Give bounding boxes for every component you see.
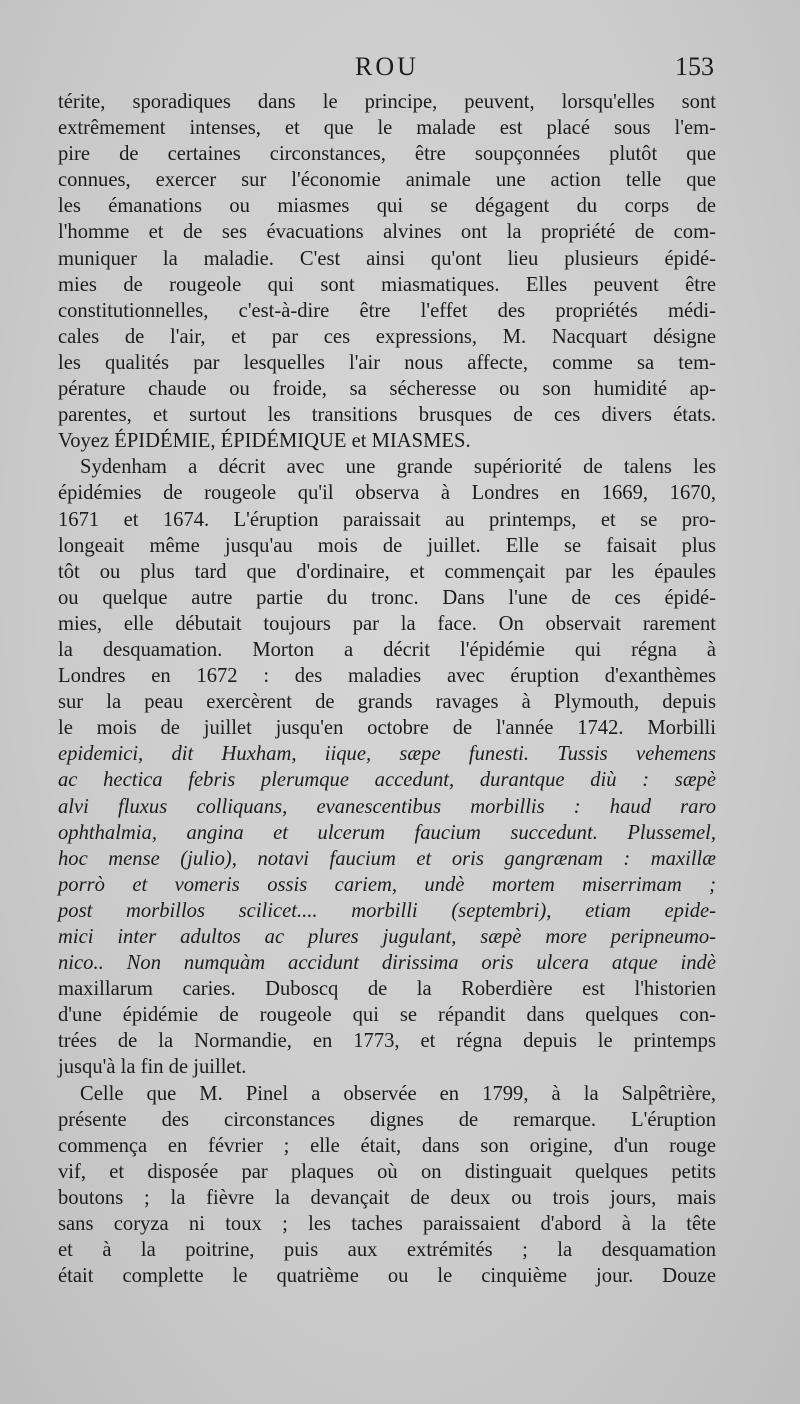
- text-line: et à la poitrine, puis aux extrémités ; la desquamation: [58, 1239, 716, 1262]
- text-line: les émanations ou miasmes qui se dégagent du corps de: [58, 195, 716, 218]
- text-line: épidémies de rougeole qu'il observa à Londres en 1669, 1670,: [58, 482, 716, 505]
- page-header: [60, 52, 714, 92]
- text-line: maxillarum caries. Duboscq de la Roberdière est l'historien: [58, 978, 716, 1001]
- text-line: epidemici, dit Huxham, iique, sæpe funesti. Tussis vehemens: [58, 743, 716, 766]
- text-line: Sydenham a décrit avec une grande supériorité de talens les: [80, 456, 716, 479]
- page-number: 153: [675, 52, 714, 81]
- text-line: constitutionnelles, c'est-à-dire être l'effet des propriétés médi-: [58, 299, 716, 322]
- body-text: [58, 89, 716, 1289]
- text-line: post morbillos scilicet.... morbilli (septembri), etiam epide-: [58, 899, 716, 922]
- text-line: vif, et disposée par plaques où on distinguait quelques petits: [58, 1160, 716, 1183]
- text-line: ou quelque autre partie du tronc. Dans l'une de ces épidé-: [58, 586, 716, 609]
- text-line: térite, sporadiques dans le principe, peuvent, lorsqu'elles sont: [58, 91, 716, 113]
- text-line: mici inter adultos ac plures jugulant, sæpè more peripneumo-: [58, 926, 716, 948]
- text-line: Voyez ÉPIDÉMIE, ÉPIDÉMIQUE et MIASMES.: [58, 430, 471, 453]
- text-line: ac hectica febris plerumque accedunt, durantque diù : sæpè: [58, 769, 716, 792]
- text-line: parentes, et surtout les transitions brusques de ces divers états.: [58, 404, 716, 427]
- text-line: extrêmement intenses, et que le malade est placé sous l'em-: [58, 117, 716, 140]
- text-line: mies de rougeole qui sont miasmatiques. Elles peuvent être: [58, 273, 716, 296]
- text-line: ophthalmia, angina et ulcerum faucium succedunt. Plussemel,: [58, 821, 716, 844]
- text-line: boutons ; la fièvre la devançait de deux ou trois jours, mais: [58, 1186, 716, 1209]
- text-line: le mois de juillet jusqu'en octobre de l'année 1742. Morbilli: [58, 717, 716, 740]
- text-line: mies, elle débutait toujours par la face. On observait rarement: [58, 612, 716, 635]
- text-line: pérature chaude ou froide, sa sécheresse ou son humidité ap-: [58, 378, 716, 401]
- text-line: longeait même jusqu'au mois de juillet. Elle se faisait plus: [58, 534, 716, 557]
- text-line: trées de la Normandie, en 1773, et régna depuis le printemps: [58, 1030, 716, 1053]
- text-line: tôt ou plus tard que d'ordinaire, et commençait par les épaules: [58, 560, 716, 583]
- text-line: les qualités par lesquelles l'air nous affecte, comme sa tem-: [58, 351, 716, 374]
- text-line: d'une épidémie de rougeole qui se répandit dans quelques con-: [58, 1004, 716, 1027]
- text-line: jusqu'à la fin de juillet.: [58, 1056, 247, 1079]
- text-line: muniquer la maladie. C'est ainsi qu'ont lieu plusieurs épidé-: [58, 247, 716, 270]
- running-head: ROU: [355, 52, 419, 81]
- text-line: sans coryza ni toux ; les taches paraissaient d'abord à la tête: [58, 1213, 716, 1236]
- text-line: connues, exercer sur l'économie animale une action telle que: [58, 169, 716, 192]
- text-line: commença en février ; elle était, dans son origine, d'un rouge: [58, 1134, 716, 1157]
- text-line: présente des circonstances dignes de remarque. L'éruption: [58, 1108, 716, 1131]
- text-line: nico.. Non numquàm accidunt dirissima oris ulcera atque indè: [58, 952, 716, 975]
- text-line: pire de certaines circonstances, être soupçonnées plutôt que: [58, 143, 716, 166]
- text-line: sur la peau exercèrent de grands ravages à Plymouth, depuis: [58, 691, 716, 714]
- text-line: alvi fluxus colliquans, evanescentibus morbillis : haud raro: [58, 795, 716, 818]
- text-line: porrò et vomeris ossis cariem, undè mortem miserrimam ;: [58, 873, 716, 896]
- text-line: hoc mense (julio), notavi faucium et oris gangrænam : maxillæ: [58, 847, 716, 870]
- text-line: était complette le quatrième ou le cinquième jour. Douze: [58, 1265, 716, 1288]
- text-line: Celle que M. Pinel a observée en 1799, à la Salpêtrière,: [80, 1082, 716, 1105]
- text-line: 1671 et 1674. L'éruption paraissait au printemps, et se pro-: [58, 508, 716, 531]
- text-line: Londres en 1672 : des maladies avec éruption d'exanthèmes: [58, 665, 716, 688]
- text-line: cales de l'air, et par ces expressions, M. Nacquart désigne: [58, 325, 716, 348]
- text-line: la desquamation. Morton a décrit l'épidémie qui régna à: [58, 638, 716, 661]
- text-line: l'homme et de ses évacuations alvines ont la propriété de com-: [58, 221, 716, 244]
